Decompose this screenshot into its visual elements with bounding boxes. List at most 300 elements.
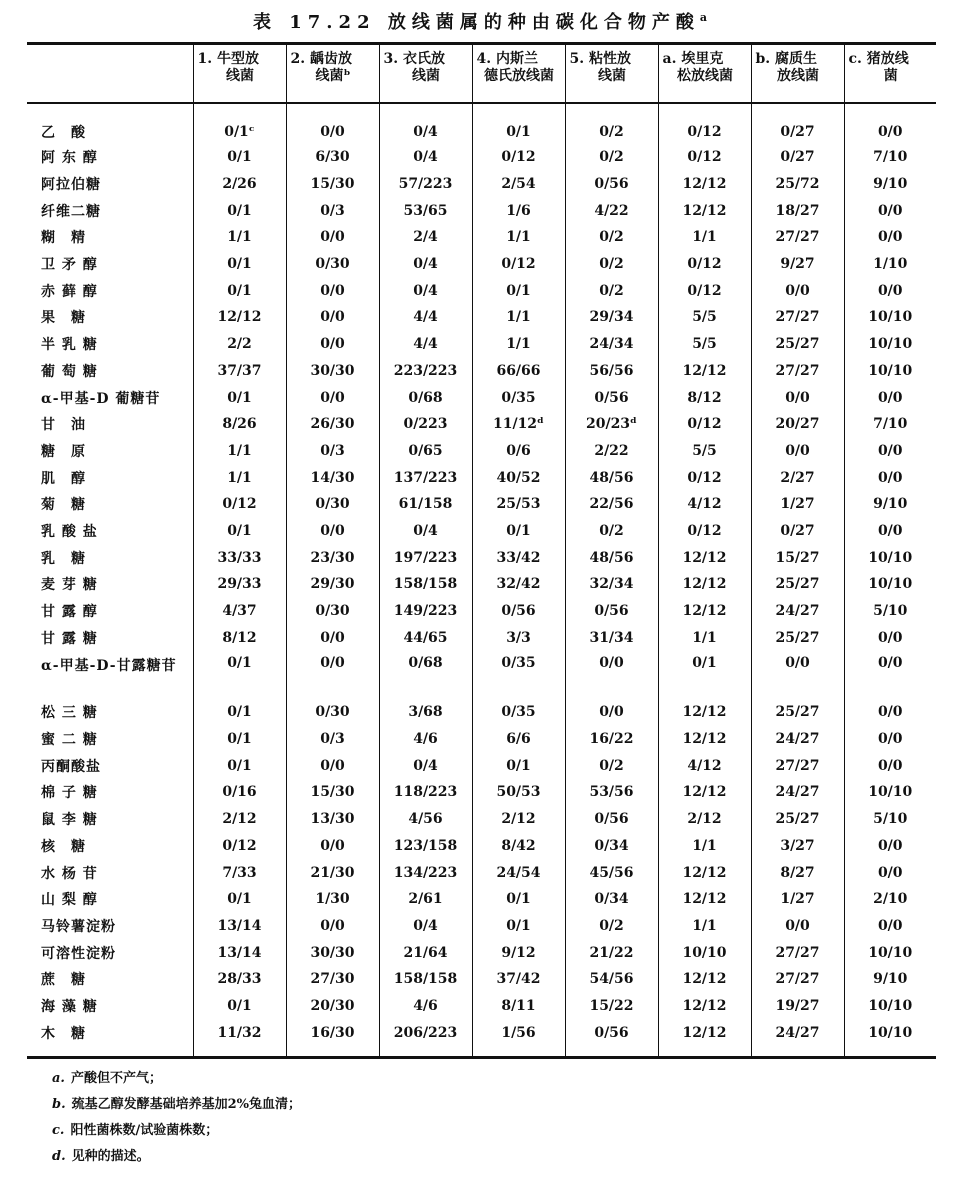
table-cell: 0/0 — [751, 913, 844, 940]
table-cell: 0/0 — [286, 651, 379, 699]
table-cell: 54/56 — [565, 966, 658, 993]
table-cell: 5/5 — [658, 331, 751, 358]
table-cell: 27/27 — [751, 358, 844, 385]
table-cell: 0/0 — [751, 384, 844, 411]
table-cell: 50/53 — [472, 779, 565, 806]
table-cell: 0/0 — [844, 726, 936, 753]
table-cell: 0/2 — [565, 518, 658, 545]
table-cell: 32/34 — [565, 571, 658, 598]
table-body — [27, 103, 936, 1056]
table-row — [27, 966, 936, 993]
row-compound-name: 乙 酸 — [41, 125, 86, 141]
table-cell: 45/56 — [565, 859, 658, 886]
row-compound-name: 纤维二糖 — [41, 203, 101, 220]
table-row — [27, 331, 936, 358]
table-cell: 0/3 — [286, 438, 379, 465]
row-compound-name: 木 糖 — [41, 1025, 86, 1042]
table-row — [27, 277, 936, 304]
table-row — [27, 464, 936, 491]
table-cell: 24/34 — [565, 331, 658, 358]
header-col-c: c. 猪放线 菌 — [844, 45, 936, 103]
table-cell: 1/1 — [658, 913, 751, 940]
table-cell: 0/4 — [379, 251, 472, 278]
table-cell: 9/27 — [751, 251, 844, 278]
table-cell: 0/56 — [565, 1019, 658, 1056]
table-cell: 0/35 — [472, 651, 565, 699]
table-cell: 0/4 — [379, 913, 472, 940]
table-cell: 1/1 — [472, 224, 565, 251]
table-cell: 15/30 — [286, 779, 379, 806]
table-cell: 0/0 — [565, 651, 658, 699]
table-cell: 0/30 — [286, 491, 379, 518]
table-cell: 21/64 — [379, 939, 472, 966]
table-cell: 0/1 — [193, 144, 286, 171]
table-cell: 5/10 — [844, 806, 936, 833]
carbohydrate-acid-table — [27, 45, 936, 1056]
table-row — [27, 1019, 936, 1056]
table-cell: 0/30 — [286, 699, 379, 726]
table-cell: 206/223 — [379, 1019, 472, 1056]
footnote-text: 巯基乙醇发酵基础培养基加2%兔血清； — [71, 1097, 302, 1112]
table-cell: 0/0 — [751, 651, 844, 699]
table-cell: 13/14 — [193, 913, 286, 940]
table-cell: 0/6 — [472, 438, 565, 465]
table-cell: 0/12 — [472, 251, 565, 278]
table-cell: 21/22 — [565, 939, 658, 966]
table-cell: 2/22 — [565, 438, 658, 465]
table-cell: 0/0 — [565, 699, 658, 726]
table-row — [27, 939, 936, 966]
row-compound-name: 甘 油 — [41, 417, 86, 434]
table-cell: 29/33 — [193, 571, 286, 598]
table-cell: 4/37 — [193, 598, 286, 625]
table-cell: 9/10 — [844, 966, 936, 993]
table-cell: 10/10 — [844, 544, 936, 571]
footnote-mark: b. — [52, 1097, 66, 1112]
table-cell: 12/12 — [658, 993, 751, 1020]
table-row — [27, 913, 936, 940]
table-cell: 0/4 — [379, 103, 472, 144]
table-cell: 27/27 — [751, 304, 844, 331]
table-row — [27, 726, 936, 753]
table-row — [27, 699, 936, 726]
table-cell: 0/0 — [844, 833, 936, 860]
table-cell: 25/27 — [751, 806, 844, 833]
table-cell: 5/5 — [658, 304, 751, 331]
row-compound-name: 半 乳 糖 — [41, 337, 98, 354]
table-cell: 6/30 — [286, 144, 379, 171]
table-cell: 0/0 — [286, 624, 379, 651]
table-cell: 10/10 — [844, 1019, 936, 1056]
table-cell: 123/158 — [379, 833, 472, 860]
table-row — [27, 251, 936, 278]
table-row — [27, 144, 936, 171]
table-cell: 48/56 — [565, 544, 658, 571]
table-cell: 2/12 — [193, 806, 286, 833]
table-cell: 0/0 — [844, 464, 936, 491]
table-cell: 134/223 — [379, 859, 472, 886]
table-row — [27, 752, 936, 779]
table-cell: 4/6 — [379, 726, 472, 753]
table-cell: 2/10 — [844, 886, 936, 913]
title-text: 表 17.22 放线菌属的种由碳化合物产酸 — [252, 12, 700, 33]
table-cell: 0/0 — [286, 833, 379, 860]
table-cell: 27/30 — [286, 966, 379, 993]
table-cell: 44/65 — [379, 624, 472, 651]
table-cell: 37/42 — [472, 966, 565, 993]
table-cell: 30/30 — [286, 939, 379, 966]
table-cell: 0/2 — [565, 277, 658, 304]
table-cell: 56/56 — [565, 358, 658, 385]
table-cell: 12/12 — [658, 171, 751, 198]
table-cell: 21/30 — [286, 859, 379, 886]
table-cell: 27/27 — [751, 224, 844, 251]
table-cell: 0/0 — [286, 913, 379, 940]
footnote — [52, 1066, 301, 1092]
table-cell: 0/1 — [193, 886, 286, 913]
footnote — [52, 1118, 301, 1144]
header-blank — [27, 45, 193, 103]
table-cell: 0/12 — [658, 411, 751, 438]
table-cell: 22/56 — [565, 491, 658, 518]
table-row — [27, 384, 936, 411]
table-cell: 0/12 — [193, 833, 286, 860]
table-cell: 3/68 — [379, 699, 472, 726]
table-cell: 1/1 — [658, 224, 751, 251]
table-cell: 0/34 — [565, 886, 658, 913]
table-cell: 11/12ᵈ — [472, 411, 565, 438]
table-cell: 12/12 — [658, 598, 751, 625]
table-cell: 12/12 — [658, 726, 751, 753]
table-cell: 13/14 — [193, 939, 286, 966]
footnote-mark: c. — [52, 1123, 65, 1138]
table-cell: 0/68 — [379, 651, 472, 699]
table-row — [27, 993, 936, 1020]
table-cell: 5/5 — [658, 438, 751, 465]
table-cell: 20/27 — [751, 411, 844, 438]
table-cell: 16/30 — [286, 1019, 379, 1056]
table-cell: 8/42 — [472, 833, 565, 860]
table-row — [27, 886, 936, 913]
table-row — [27, 571, 936, 598]
table-cell: 137/223 — [379, 464, 472, 491]
table-cell: 0/1 — [193, 752, 286, 779]
table-cell: 1/1 — [658, 624, 751, 651]
table-cell: 28/33 — [193, 966, 286, 993]
table-cell: 4/4 — [379, 304, 472, 331]
title-footnote-mark: a — [699, 11, 708, 24]
table-cell: 1/1 — [472, 304, 565, 331]
row-compound-name: 阿拉伯糖 — [41, 177, 101, 194]
table-cell: 8/12 — [193, 624, 286, 651]
footnote — [52, 1092, 301, 1118]
table-row — [27, 103, 936, 144]
table-cell: 0/12 — [658, 103, 751, 144]
table-cell: 0/0 — [844, 518, 936, 545]
row-compound-name: 糖 原 — [41, 443, 86, 460]
table-cell: 0/2 — [565, 752, 658, 779]
table-cell: 8/12 — [658, 384, 751, 411]
table-cell: 0/0 — [751, 277, 844, 304]
table-row — [27, 859, 936, 886]
table-cell: 66/66 — [472, 358, 565, 385]
table-cell: 12/12 — [658, 358, 751, 385]
table-cell: 0/1 — [193, 699, 286, 726]
row-compound-name: 丙酮酸盐 — [41, 758, 101, 775]
table-cell: 2/61 — [379, 886, 472, 913]
footnote-mark: d. — [52, 1149, 66, 1164]
table-cell: 10/10 — [844, 939, 936, 966]
table-cell: 0/4 — [379, 752, 472, 779]
table-cell: 0/1 — [658, 651, 751, 699]
table-cell: 3/3 — [472, 624, 565, 651]
table-cell: 5/10 — [844, 598, 936, 625]
table-cell: 24/27 — [751, 726, 844, 753]
table-cell: 25/27 — [751, 699, 844, 726]
table-cell: 30/30 — [286, 358, 379, 385]
table-cell: 0/0 — [844, 224, 936, 251]
table-cell: 0/1 — [193, 197, 286, 224]
table-row — [27, 598, 936, 625]
table-cell: 0/56 — [472, 598, 565, 625]
table-cell: 0/0 — [844, 859, 936, 886]
table-cell: 0/0 — [844, 197, 936, 224]
row-compound-name: 核 糖 — [41, 838, 86, 855]
table-cell: 0/2 — [565, 913, 658, 940]
table-cell: 0/12 — [472, 144, 565, 171]
table-row — [27, 224, 936, 251]
header-col-3: 3. 衣氏放 线菌 — [379, 45, 472, 103]
table-cell: 26/30 — [286, 411, 379, 438]
table-cell: 0/4 — [379, 518, 472, 545]
table-cell: 0/3 — [286, 197, 379, 224]
footnote-text: 产酸但不产气； — [70, 1071, 162, 1086]
header-col-2: 2. 龋齿放 线菌ᵇ — [286, 45, 379, 103]
table-cell: 61/158 — [379, 491, 472, 518]
table-cell: 10/10 — [844, 779, 936, 806]
table-cell: 0/0 — [844, 699, 936, 726]
table-cell: 27/27 — [751, 752, 844, 779]
table-cell: 8/11 — [472, 993, 565, 1020]
table-cell: 223/223 — [379, 358, 472, 385]
row-compound-name: 蜜 二 糖 — [41, 732, 98, 749]
row-compound-name: 松 三 糖 — [41, 705, 98, 722]
table-cell: 0/1 — [193, 277, 286, 304]
table-cell: 149/223 — [379, 598, 472, 625]
table-cell: 4/22 — [565, 197, 658, 224]
table-cell: 53/65 — [379, 197, 472, 224]
table-row — [27, 651, 936, 699]
table-cell: 118/223 — [379, 779, 472, 806]
table-cell: 0/1 — [193, 384, 286, 411]
table-cell: 2/2 — [193, 331, 286, 358]
table-cell: 7/10 — [844, 411, 936, 438]
table-cell: 15/27 — [751, 544, 844, 571]
table-cell: 0/27 — [751, 518, 844, 545]
table-cell: 0/1 — [193, 993, 286, 1020]
table-row — [27, 544, 936, 571]
table-cell: 0/0 — [844, 438, 936, 465]
row-compound-name: α-甲基-D 葡糖苷 — [41, 390, 161, 407]
table-cell: 0/1 — [193, 518, 286, 545]
table-cell: 0/2 — [565, 224, 658, 251]
table-row — [27, 197, 936, 224]
table-row — [27, 491, 936, 518]
table-cell: 12/12 — [658, 197, 751, 224]
table-cell: 1/27 — [751, 886, 844, 913]
table-cell: 16/22 — [565, 726, 658, 753]
row-compound-name: 水 杨 苷 — [41, 865, 98, 882]
table-cell: 0/27 — [751, 103, 844, 144]
table-cell: 19/27 — [751, 993, 844, 1020]
table-cell: 15/30 — [286, 171, 379, 198]
table-cell: 0/0 — [844, 752, 936, 779]
table-cell: 23/30 — [286, 544, 379, 571]
table-cell: 12/12 — [193, 304, 286, 331]
row-compound-name: 鼠 李 糖 — [41, 812, 98, 829]
table-cell: 0/0 — [286, 224, 379, 251]
table-title — [0, 8, 960, 34]
table-cell: 27/27 — [751, 939, 844, 966]
table-cell: 0/12 — [658, 464, 751, 491]
table-cell: 27/27 — [751, 966, 844, 993]
table-cell: 25/53 — [472, 491, 565, 518]
table-cell: 25/27 — [751, 331, 844, 358]
table-cell: 48/56 — [565, 464, 658, 491]
table-cell: 25/27 — [751, 571, 844, 598]
table-row — [27, 779, 936, 806]
header-col-1: 1. 牛型放 线菌 — [193, 45, 286, 103]
table-cell: 4/4 — [379, 331, 472, 358]
table-cell: 0/2 — [565, 251, 658, 278]
table-row — [27, 411, 936, 438]
row-compound-name: 阿 东 醇 — [41, 150, 98, 167]
table-cell: 0/56 — [565, 806, 658, 833]
table-cell: 0/68 — [379, 384, 472, 411]
row-compound-name: 菊 糖 — [41, 497, 86, 514]
table-cell: 33/42 — [472, 544, 565, 571]
table-cell: 15/22 — [565, 993, 658, 1020]
footnote-text: 阳性菌株数/试验菌株数； — [70, 1123, 219, 1138]
table-cell: 10/10 — [844, 331, 936, 358]
table-cell: 0/12 — [658, 144, 751, 171]
table-cell: 0/0 — [286, 103, 379, 144]
table-cell: 0/0 — [751, 438, 844, 465]
table-cell: 0/0 — [286, 304, 379, 331]
table-cell: 2/12 — [658, 806, 751, 833]
footnote-text: 见种的描述。 — [71, 1149, 150, 1164]
table-cell: 158/158 — [379, 966, 472, 993]
table-cell: 20/23ᵈ — [565, 411, 658, 438]
table-cell: 12/12 — [658, 779, 751, 806]
table-cell: 0/1 — [472, 277, 565, 304]
row-compound-name: 乳 糖 — [41, 550, 86, 567]
table-cell: 7/33 — [193, 859, 286, 886]
table-cell: 53/56 — [565, 779, 658, 806]
header-col-4: 4. 内斯兰 德氏放线菌 — [472, 45, 565, 103]
table-row — [27, 624, 936, 651]
table-cell: 0/1 — [193, 251, 286, 278]
table-cell: 197/223 — [379, 544, 472, 571]
table-cell: 12/12 — [658, 1019, 751, 1056]
table-cell: 24/27 — [751, 1019, 844, 1056]
table-row — [27, 438, 936, 465]
table-cell: 0/56 — [565, 384, 658, 411]
row-compound-name: 糊 精 — [41, 230, 86, 247]
footnote-mark: a. — [52, 1071, 65, 1086]
footnote — [52, 1144, 301, 1170]
table-cell: 4/6 — [379, 993, 472, 1020]
table-cell: 0/1 — [472, 103, 565, 144]
table-cell: 12/12 — [658, 886, 751, 913]
table-cell: 0/1 — [472, 752, 565, 779]
table-cell: 0/0 — [844, 103, 936, 144]
row-compound-name: 甘 露 糖 — [41, 630, 98, 647]
table-cell: 8/27 — [751, 859, 844, 886]
table-cell: 0/35 — [472, 699, 565, 726]
table-cell: 0/0 — [286, 752, 379, 779]
row-compound-name: 海 藻 糖 — [41, 998, 98, 1015]
table-cell: 0/4 — [379, 144, 472, 171]
table-cell: 0/3 — [286, 726, 379, 753]
row-compound-name: 山 梨 醇 — [41, 892, 98, 909]
table-cell: 0/0 — [844, 384, 936, 411]
table-row — [27, 806, 936, 833]
table-cell: 0/30 — [286, 598, 379, 625]
table-cell: 1/1 — [193, 438, 286, 465]
table-cell: 1/6 — [472, 197, 565, 224]
table-cell: 2/27 — [751, 464, 844, 491]
row-compound-name: 果 糖 — [41, 310, 86, 327]
header-col-a: a. 埃里克 松放线菌 — [658, 45, 751, 103]
table-row — [27, 518, 936, 545]
table-cell: 24/27 — [751, 779, 844, 806]
table-row — [27, 304, 936, 331]
table-cell: 0/0 — [844, 913, 936, 940]
table-row — [27, 171, 936, 198]
table-cell: 10/10 — [844, 358, 936, 385]
table-cell: 0/65 — [379, 438, 472, 465]
table-cell: 12/12 — [658, 966, 751, 993]
table-cell: 0/0 — [286, 331, 379, 358]
table-cell: 1/1 — [658, 833, 751, 860]
table-cell: 18/27 — [751, 197, 844, 224]
row-compound-name: α-甲基-D-甘露糖苷 — [41, 658, 177, 675]
table-cell: 13/30 — [286, 806, 379, 833]
table-cell: 0/4 — [379, 277, 472, 304]
table-cell: 4/12 — [658, 491, 751, 518]
table-cell: 0/12 — [193, 491, 286, 518]
table-cell: 6/6 — [472, 726, 565, 753]
table-cell: 9/12 — [472, 939, 565, 966]
row-compound-name: 乳 酸 盐 — [41, 523, 98, 540]
row-compound-name: 肌 醇 — [41, 470, 86, 487]
table-cell: 2/26 — [193, 171, 286, 198]
table-cell: 0/34 — [565, 833, 658, 860]
table-cell: 0/1 — [472, 886, 565, 913]
data-table-container — [27, 42, 936, 1059]
table-cell: 20/30 — [286, 993, 379, 1020]
table-cell: 0/2 — [565, 144, 658, 171]
table-cell: 0/30 — [286, 251, 379, 278]
row-compound-name: 蔗 糖 — [41, 972, 86, 989]
table-cell: 10/10 — [844, 571, 936, 598]
table-cell: 0/12 — [658, 518, 751, 545]
table-cell: 40/52 — [472, 464, 565, 491]
table-cell: 10/10 — [658, 939, 751, 966]
table-cell: 2/54 — [472, 171, 565, 198]
table-row — [27, 358, 936, 385]
